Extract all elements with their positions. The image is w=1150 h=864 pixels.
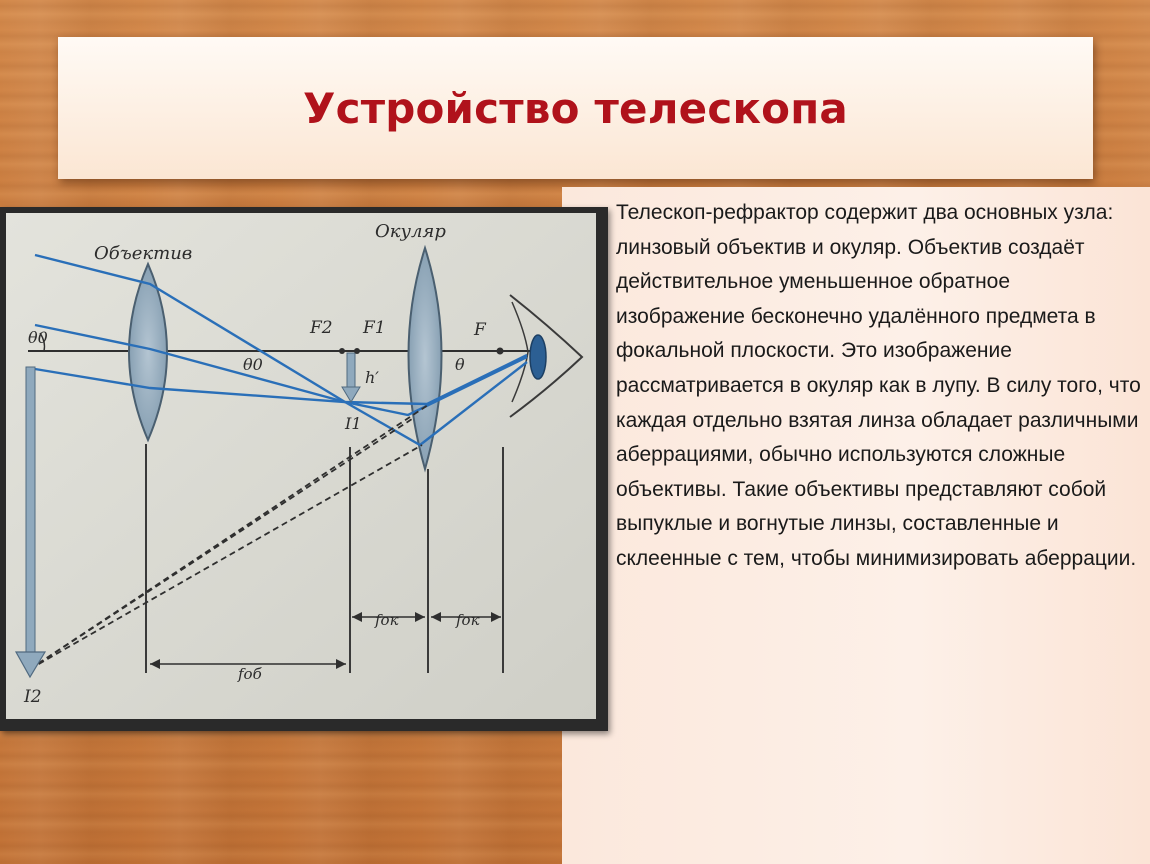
title-card <box>58 37 1093 179</box>
label-feye: F <box>474 320 486 340</box>
label-f-ob: fоб <box>238 665 262 683</box>
slide-title: Устройство телескопа <box>303 83 848 133</box>
label-eyepiece: Окуляр <box>375 221 446 242</box>
focal-point-f2 <box>339 348 345 354</box>
label-f-ok-1: fок <box>375 611 399 629</box>
label-i2: I2 <box>24 687 42 707</box>
image-i1-shaft <box>347 353 355 389</box>
telescope-diagram-svg <box>0 207 608 731</box>
label-theta0-left: θ0 <box>28 328 48 347</box>
label-theta0-mid: θ0 <box>243 355 263 374</box>
label-theta: θ <box>455 355 465 374</box>
label-h-prime: h′ <box>365 368 379 387</box>
telescope-diagram <box>0 207 608 731</box>
diagram-paper <box>6 213 596 719</box>
label-i1: I1 <box>345 414 362 433</box>
label-f1: F1 <box>363 318 386 338</box>
label-objective: Объектив <box>94 243 193 264</box>
eye-pupil <box>530 335 546 379</box>
label-f2: F2 <box>310 318 333 338</box>
label-f-ok-2: fок <box>456 611 480 629</box>
focal-point-f1 <box>354 348 360 354</box>
focal-point-feye <box>497 348 504 355</box>
body-text: Телескоп-рефрактор содержит два основных узла: линзовый объектив и окуляр. Объектив создаёт действительное уменьшенное обратное изображение бесконечно удалённого предмета в фокальной плоскости. Это изображение рассматривается в окуляр как в лупу. В силу того, что каждая отдельно взятая линза обладает различными аберрациями, обычно используются сложные объективы. Такие объективы представляют собой выпуклые и вогнутые линзы, составленные и склеенные с тем, чтобы минимизировать аберрации. <box>616 201 1141 570</box>
image-i2-shaft <box>26 367 35 654</box>
